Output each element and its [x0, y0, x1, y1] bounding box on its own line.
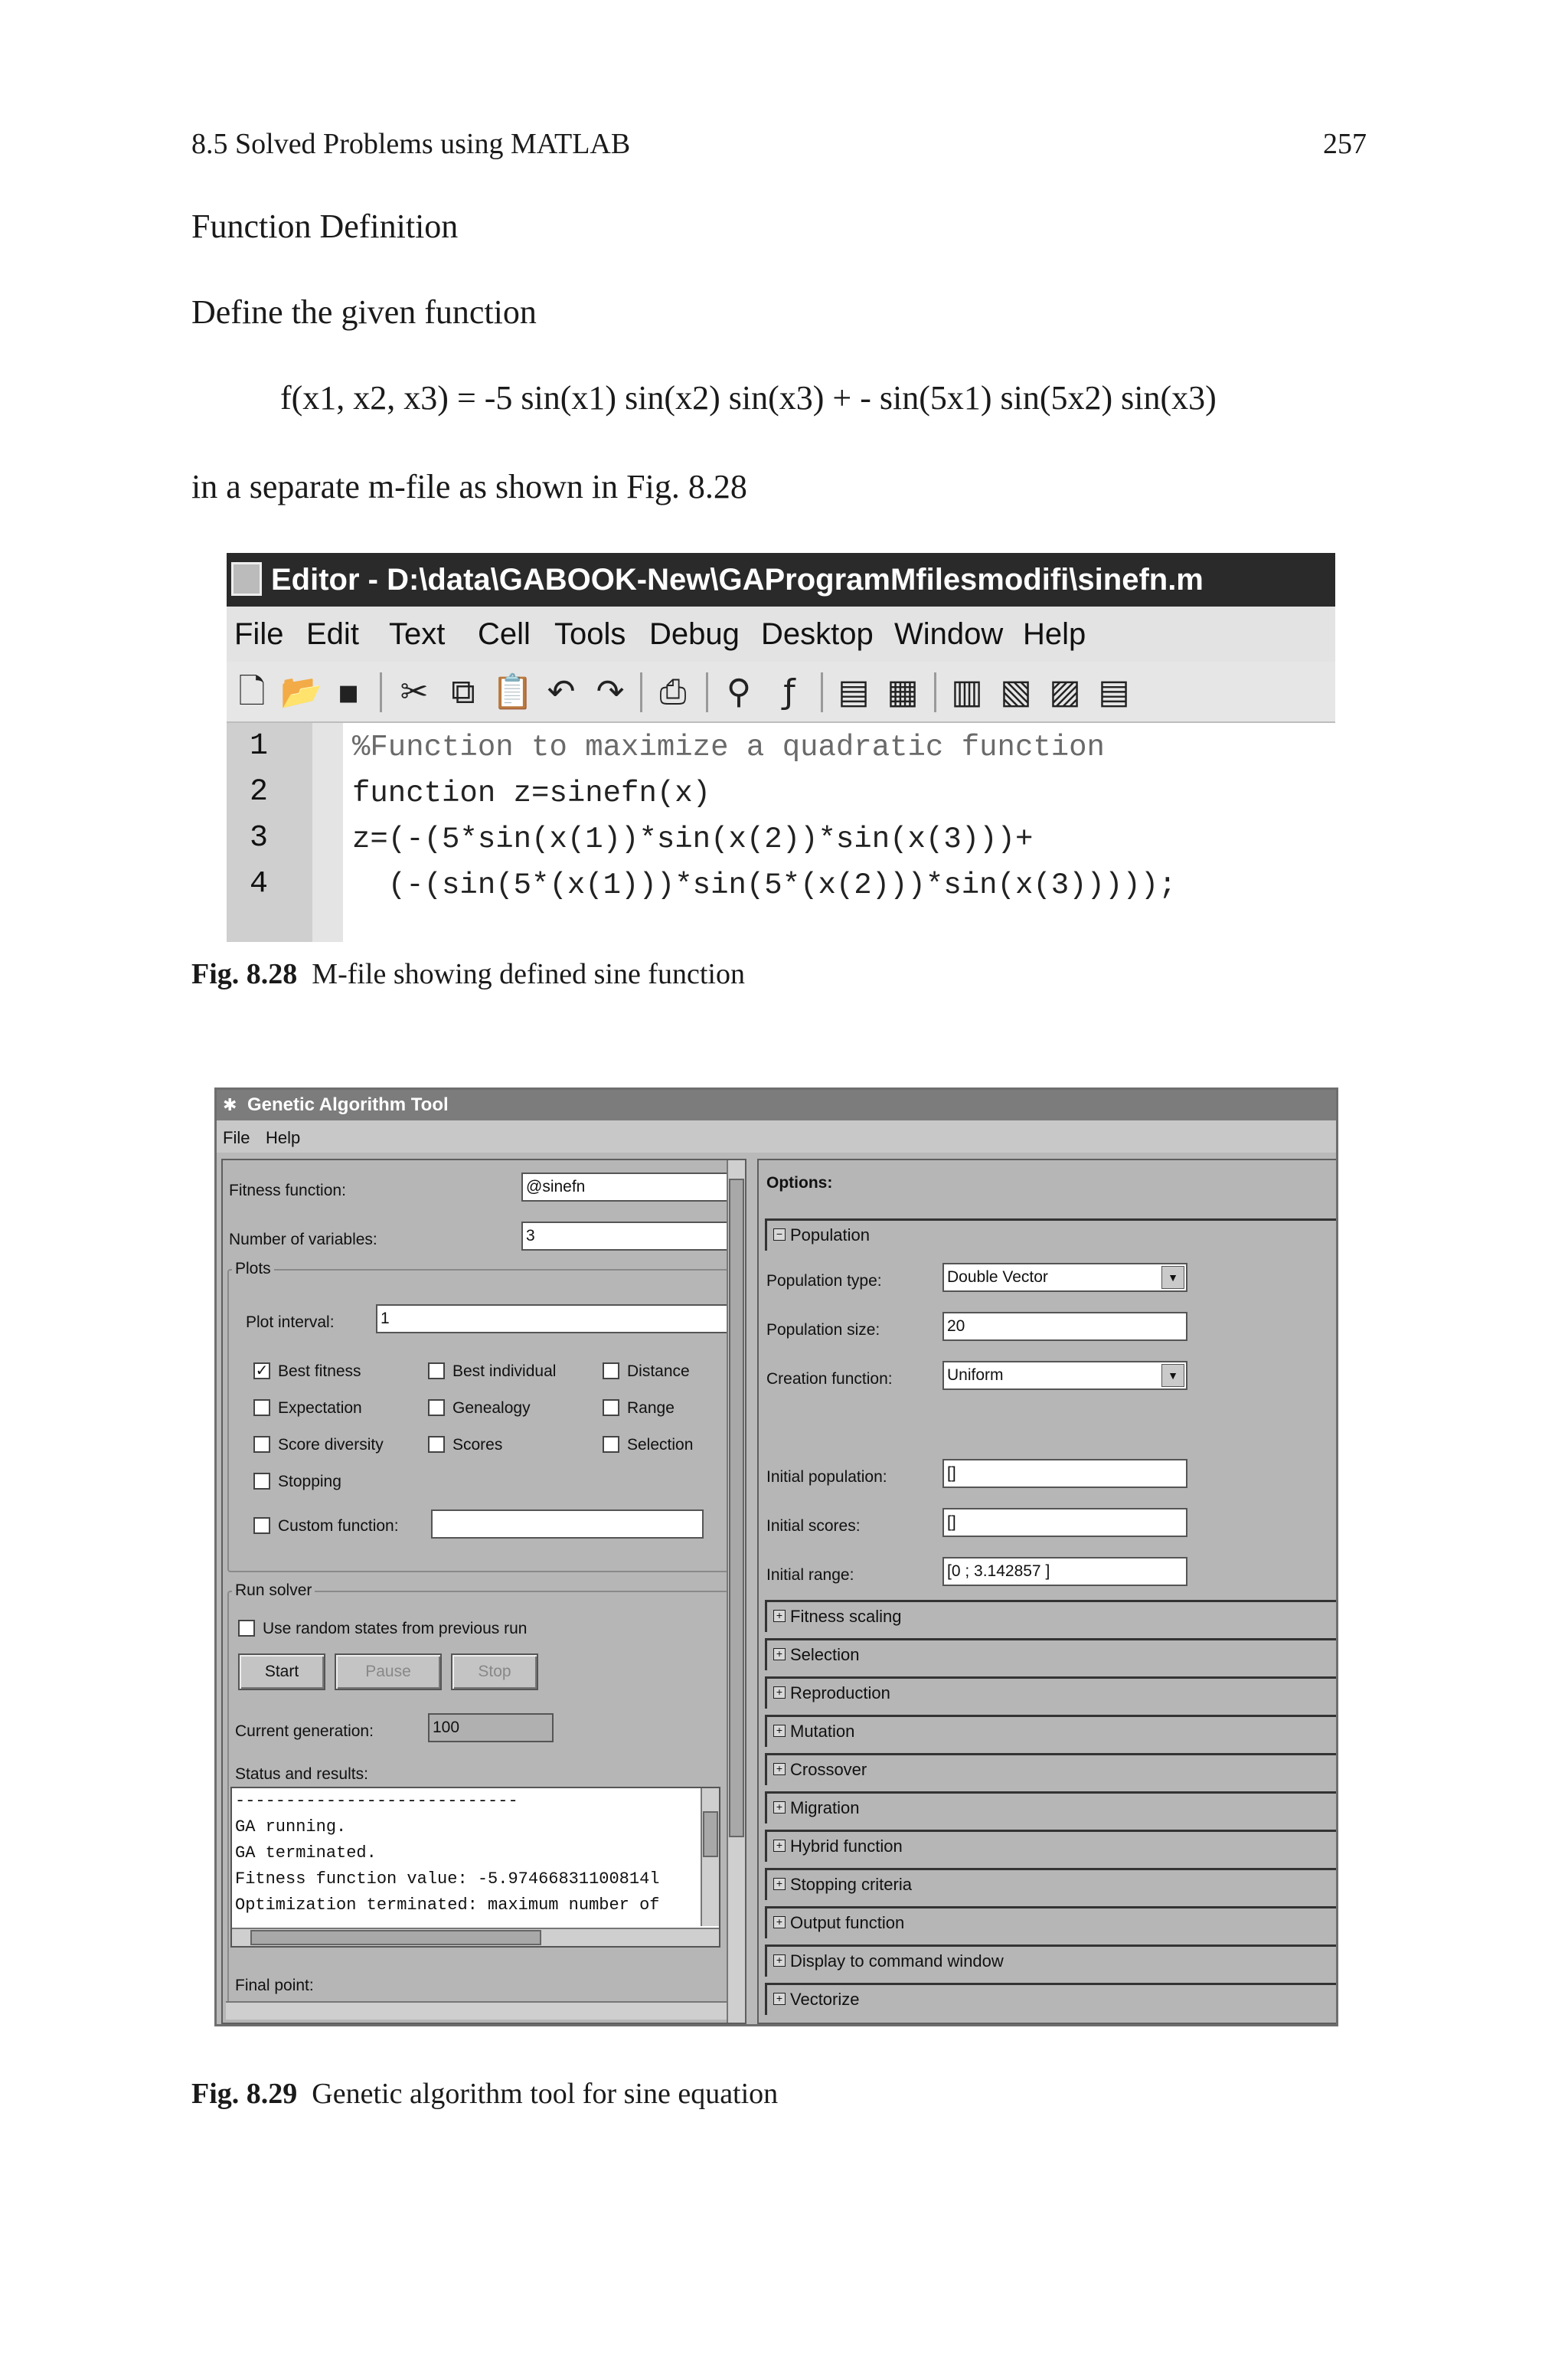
fitness-scaling-section[interactable] [765, 1600, 1338, 1632]
number-of-variables-input[interactable]: 3 [521, 1222, 734, 1251]
line-number-gutter [227, 723, 312, 942]
expand-icon[interactable]: + [773, 1610, 786, 1622]
status-horizontal-scrollbar[interactable] [232, 1928, 720, 1946]
section-label: Migration [790, 1798, 860, 1817]
cell-icon-5[interactable]: ▨ [1049, 672, 1081, 711]
breakpoint-gutter[interactable] [312, 723, 343, 942]
creation-function-value: Uniform [947, 1366, 1004, 1384]
reproduction-section[interactable] [765, 1676, 1338, 1709]
section-heading: Function Definition [191, 208, 459, 245]
redo-icon[interactable]: ↷ [596, 672, 625, 711]
section-label: Hybrid function [790, 1837, 903, 1856]
cell-icon-6[interactable]: ▤ [1098, 672, 1130, 711]
section-label: Selection [790, 1645, 860, 1664]
line-number: 1 [250, 729, 269, 764]
distance-checkbox[interactable] [603, 1362, 619, 1379]
fitness-function-input[interactable]: @sinefn [521, 1173, 734, 1202]
population-type-select[interactable] [942, 1263, 1187, 1292]
function-icon[interactable]: ƒ [783, 672, 795, 711]
intro-text: Define the given function [191, 293, 537, 331]
distance-label: Distance [627, 1362, 690, 1380]
expectation-label: Expectation [278, 1399, 362, 1417]
dropdown-arrow-icon[interactable]: ▼ [1161, 1266, 1184, 1289]
paste-icon[interactable]: 📋 [492, 672, 534, 711]
fig29-caption-text: Genetic algorithm tool for sine equation [312, 2078, 779, 2110]
initial-range-label: Initial range: [766, 1566, 854, 1584]
toolbar-separator [934, 672, 936, 712]
scores-checkbox[interactable] [428, 1436, 445, 1453]
matlab-icon: ✱ [223, 1095, 237, 1114]
range-checkbox[interactable] [603, 1399, 619, 1416]
selection-checkbox[interactable] [603, 1436, 619, 1453]
menu-debug[interactable]: Debug [649, 617, 740, 651]
expand-icon[interactable]: + [773, 1993, 786, 2005]
current-generation-value: 100 [428, 1713, 554, 1742]
menu-file[interactable]: File [223, 1128, 250, 1147]
creation-function-label: Creation function: [766, 1370, 893, 1388]
initial-range-input[interactable]: [0 ; 3.142857 ] [942, 1557, 1187, 1586]
scrollbar-thumb[interactable] [729, 1179, 744, 1837]
run-solver-title: Run solver [232, 1581, 315, 1600]
plot-interval-input[interactable]: 1 [376, 1304, 730, 1333]
best-individual-label: Best individual [452, 1362, 557, 1380]
fig28-caption [191, 957, 745, 991]
custom-function-checkbox[interactable] [253, 1517, 270, 1534]
genealogy-checkbox[interactable] [428, 1399, 445, 1416]
toolbar-separator [640, 672, 642, 712]
hybrid-function-section[interactable] [765, 1830, 1338, 1862]
ga-title: Genetic Algorithm Tool [247, 1094, 449, 1115]
custom-function-input[interactable] [431, 1509, 704, 1539]
output-function-section[interactable] [765, 1906, 1338, 1938]
expand-icon[interactable]: + [773, 1686, 786, 1699]
section-label: Reproduction [790, 1683, 890, 1702]
scrollbar-thumb[interactable] [703, 1811, 718, 1857]
menu-text[interactable]: Text [389, 617, 446, 651]
vectorize-section[interactable] [765, 1983, 1338, 2015]
menu-help[interactable]: Help [1023, 617, 1086, 651]
section-label: Display to command window [790, 1951, 1004, 1971]
expand-icon[interactable]: + [773, 1763, 786, 1775]
expectation-checkbox[interactable] [253, 1399, 270, 1416]
score-diversity-label: Score diversity [278, 1436, 384, 1454]
expand-icon[interactable]: + [773, 1648, 786, 1660]
custom-function-label: Custom function: [278, 1517, 399, 1535]
population-size-input[interactable]: 20 [942, 1312, 1187, 1341]
fig29-label: Fig. 8.29 [191, 2078, 298, 2110]
editor-title: Editor - D:\data\GABOOK-New\GAProgramMfilesmodifi\sinefn.m [271, 563, 1204, 597]
line-number: 3 [250, 821, 269, 855]
menu-edit[interactable]: Edit [306, 617, 359, 651]
use-random-states-checkbox[interactable] [238, 1620, 255, 1637]
stop-button[interactable]: Stop [451, 1653, 538, 1690]
left-panel-vertical-scrollbar[interactable] [727, 1160, 745, 2023]
status-line: Fitness function value: -5.97466831100814l [235, 1869, 660, 1889]
save-icon[interactable]: ▪ [337, 672, 360, 711]
editor-title-bar [227, 553, 1335, 607]
expand-icon[interactable]: + [773, 1878, 786, 1890]
scrollbar-thumb[interactable] [250, 1930, 541, 1945]
code-line[interactable]: (-(sin(5*(x(1)))*sin(5*(x(2)))*sin(x(3))))); [352, 868, 1177, 902]
running-head: 8.5 Solved Problems using MATLAB [191, 128, 631, 160]
code-line[interactable]: %Function to maximize a quadratic function [352, 731, 1105, 764]
population-section-label: Population [790, 1225, 870, 1245]
line-number: 4 [250, 867, 269, 901]
after-equation-text: in a separate m-file as shown in Fig. 8.28 [191, 468, 747, 505]
population-section[interactable] [765, 1218, 1338, 1251]
display-command-window-section[interactable] [765, 1944, 1338, 1977]
creation-function-select[interactable] [942, 1361, 1187, 1390]
migration-section[interactable] [765, 1791, 1338, 1823]
best-fitness-label: Best fitness [278, 1362, 361, 1380]
collapse-icon[interactable]: − [773, 1228, 786, 1241]
status-line: Optimization terminated: maximum number of [235, 1895, 660, 1915]
expand-icon[interactable]: + [773, 1916, 786, 1928]
fig28-label: Fig. 8.28 [191, 958, 298, 990]
stopping-criteria-section[interactable] [765, 1868, 1338, 1900]
editor-window [227, 553, 1335, 942]
cell-icon-4[interactable]: ▧ [1000, 672, 1032, 711]
copy-icon[interactable]: ⧉ [451, 672, 475, 711]
section-label: Vectorize [790, 1990, 860, 2009]
population-type-value: Double Vector [947, 1268, 1048, 1286]
plot-interval-label: Plot interval: [246, 1313, 335, 1331]
left-panel-horizontal-scrollbar[interactable] [226, 2001, 728, 2020]
code-line[interactable]: function z=sinefn(x) [352, 777, 711, 810]
ga-tool-window [214, 1088, 1338, 2026]
section-label: Crossover [790, 1760, 867, 1779]
section-label: Output function [790, 1913, 905, 1932]
status-line: ---------------------------- [235, 1791, 518, 1810]
toolbar-separator [821, 672, 823, 712]
open-folder-icon[interactable]: 📂 [280, 672, 322, 711]
population-size-label: Population size: [766, 1321, 880, 1339]
problem-panel [221, 1159, 746, 2024]
code-area[interactable] [343, 723, 1335, 942]
status-line: GA running. [235, 1817, 347, 1837]
cell-icon-1[interactable]: ▤ [838, 672, 870, 711]
menu-desktop[interactable]: Desktop [761, 617, 874, 651]
print-icon[interactable]: ⎙ [659, 672, 687, 711]
stopping-checkbox[interactable] [253, 1473, 270, 1490]
fig29-caption [191, 2077, 778, 2111]
find-icon[interactable]: ⚲ [726, 672, 752, 711]
options-panel [757, 1159, 1338, 2024]
status-line: GA terminated. [235, 1843, 377, 1863]
undo-icon[interactable]: ↶ [547, 672, 576, 711]
menu-tools[interactable]: Tools [554, 617, 626, 651]
initial-population-label: Initial population: [766, 1468, 887, 1486]
selection-label: Selection [627, 1436, 694, 1454]
expand-icon[interactable]: + [773, 1801, 786, 1814]
editor-window-icon [231, 562, 262, 596]
expand-icon[interactable]: + [773, 1954, 786, 1967]
section-label: Stopping criteria [790, 1875, 912, 1894]
final-point-label: Final point: [235, 1977, 314, 1994]
menu-file[interactable]: File [234, 617, 284, 651]
cell-icon-3[interactable]: ▥ [951, 672, 983, 711]
ga-title-bar [217, 1090, 1338, 1120]
dropdown-arrow-icon[interactable]: ▼ [1161, 1364, 1184, 1387]
start-button[interactable]: Start [238, 1653, 325, 1690]
page-number: 257 [1323, 128, 1367, 160]
population-type-label: Population type: [766, 1272, 882, 1290]
cell-icon-2[interactable]: ▦ [887, 672, 919, 711]
initial-scores-input[interactable]: [] [942, 1508, 1187, 1537]
crossover-section[interactable] [765, 1753, 1338, 1785]
toolbar-separator [380, 672, 382, 712]
best-fitness-checkbox[interactable]: ✓ [253, 1362, 270, 1379]
fig28-caption-text: M-file showing defined sine function [312, 958, 745, 990]
use-random-states-label: Use random states from previous run [263, 1620, 528, 1637]
menu-cell[interactable]: Cell [478, 617, 531, 651]
section-label: Fitness scaling [790, 1607, 902, 1626]
range-label: Range [627, 1399, 675, 1417]
cut-icon[interactable]: ✂ [400, 672, 429, 711]
number-of-variables-label: Number of variables: [229, 1231, 377, 1248]
plots-group-title: Plots [232, 1260, 274, 1278]
mutation-section[interactable] [765, 1715, 1338, 1747]
status-vertical-scrollbar[interactable] [701, 1788, 719, 1926]
ga-menu-bar [217, 1120, 1338, 1153]
code-line[interactable]: z=(-(5*sin(x(1))*sin(x(2))*sin(x(3)))+ [352, 823, 1034, 856]
status-results-label: Status and results: [235, 1765, 368, 1783]
stopping-label: Stopping [278, 1473, 341, 1490]
options-title: Options: [766, 1174, 833, 1192]
toolbar-separator [706, 672, 708, 712]
fitness-function-label: Fitness function: [229, 1182, 346, 1199]
status-results-box[interactable] [230, 1787, 720, 1948]
selection-section[interactable] [765, 1638, 1338, 1670]
editor-toolbar [227, 662, 1335, 723]
score-diversity-checkbox[interactable] [253, 1436, 270, 1453]
menu-help[interactable]: Help [266, 1128, 301, 1147]
section-label: Mutation [790, 1722, 855, 1741]
expand-icon[interactable]: + [773, 1840, 786, 1852]
pause-button[interactable]: Pause [335, 1653, 442, 1690]
expand-icon[interactable]: + [773, 1725, 786, 1737]
scores-label: Scores [452, 1436, 503, 1454]
best-individual-checkbox[interactable] [428, 1362, 445, 1379]
equation: f(x1, x2, x3) = -5 sin(x1) sin(x2) sin(x3) + - sin(5x1) sin(5x2) sin(x3) [280, 379, 1217, 417]
new-file-icon[interactable]: 🗋 [238, 672, 266, 711]
initial-population-input[interactable]: [] [942, 1459, 1187, 1488]
editor-menu-bar [227, 607, 1335, 662]
line-number: 2 [250, 775, 269, 810]
current-generation-label: Current generation: [235, 1722, 374, 1740]
menu-window[interactable]: Window [894, 617, 1004, 651]
initial-scores-label: Initial scores: [766, 1517, 861, 1535]
genealogy-label: Genealogy [452, 1399, 531, 1417]
